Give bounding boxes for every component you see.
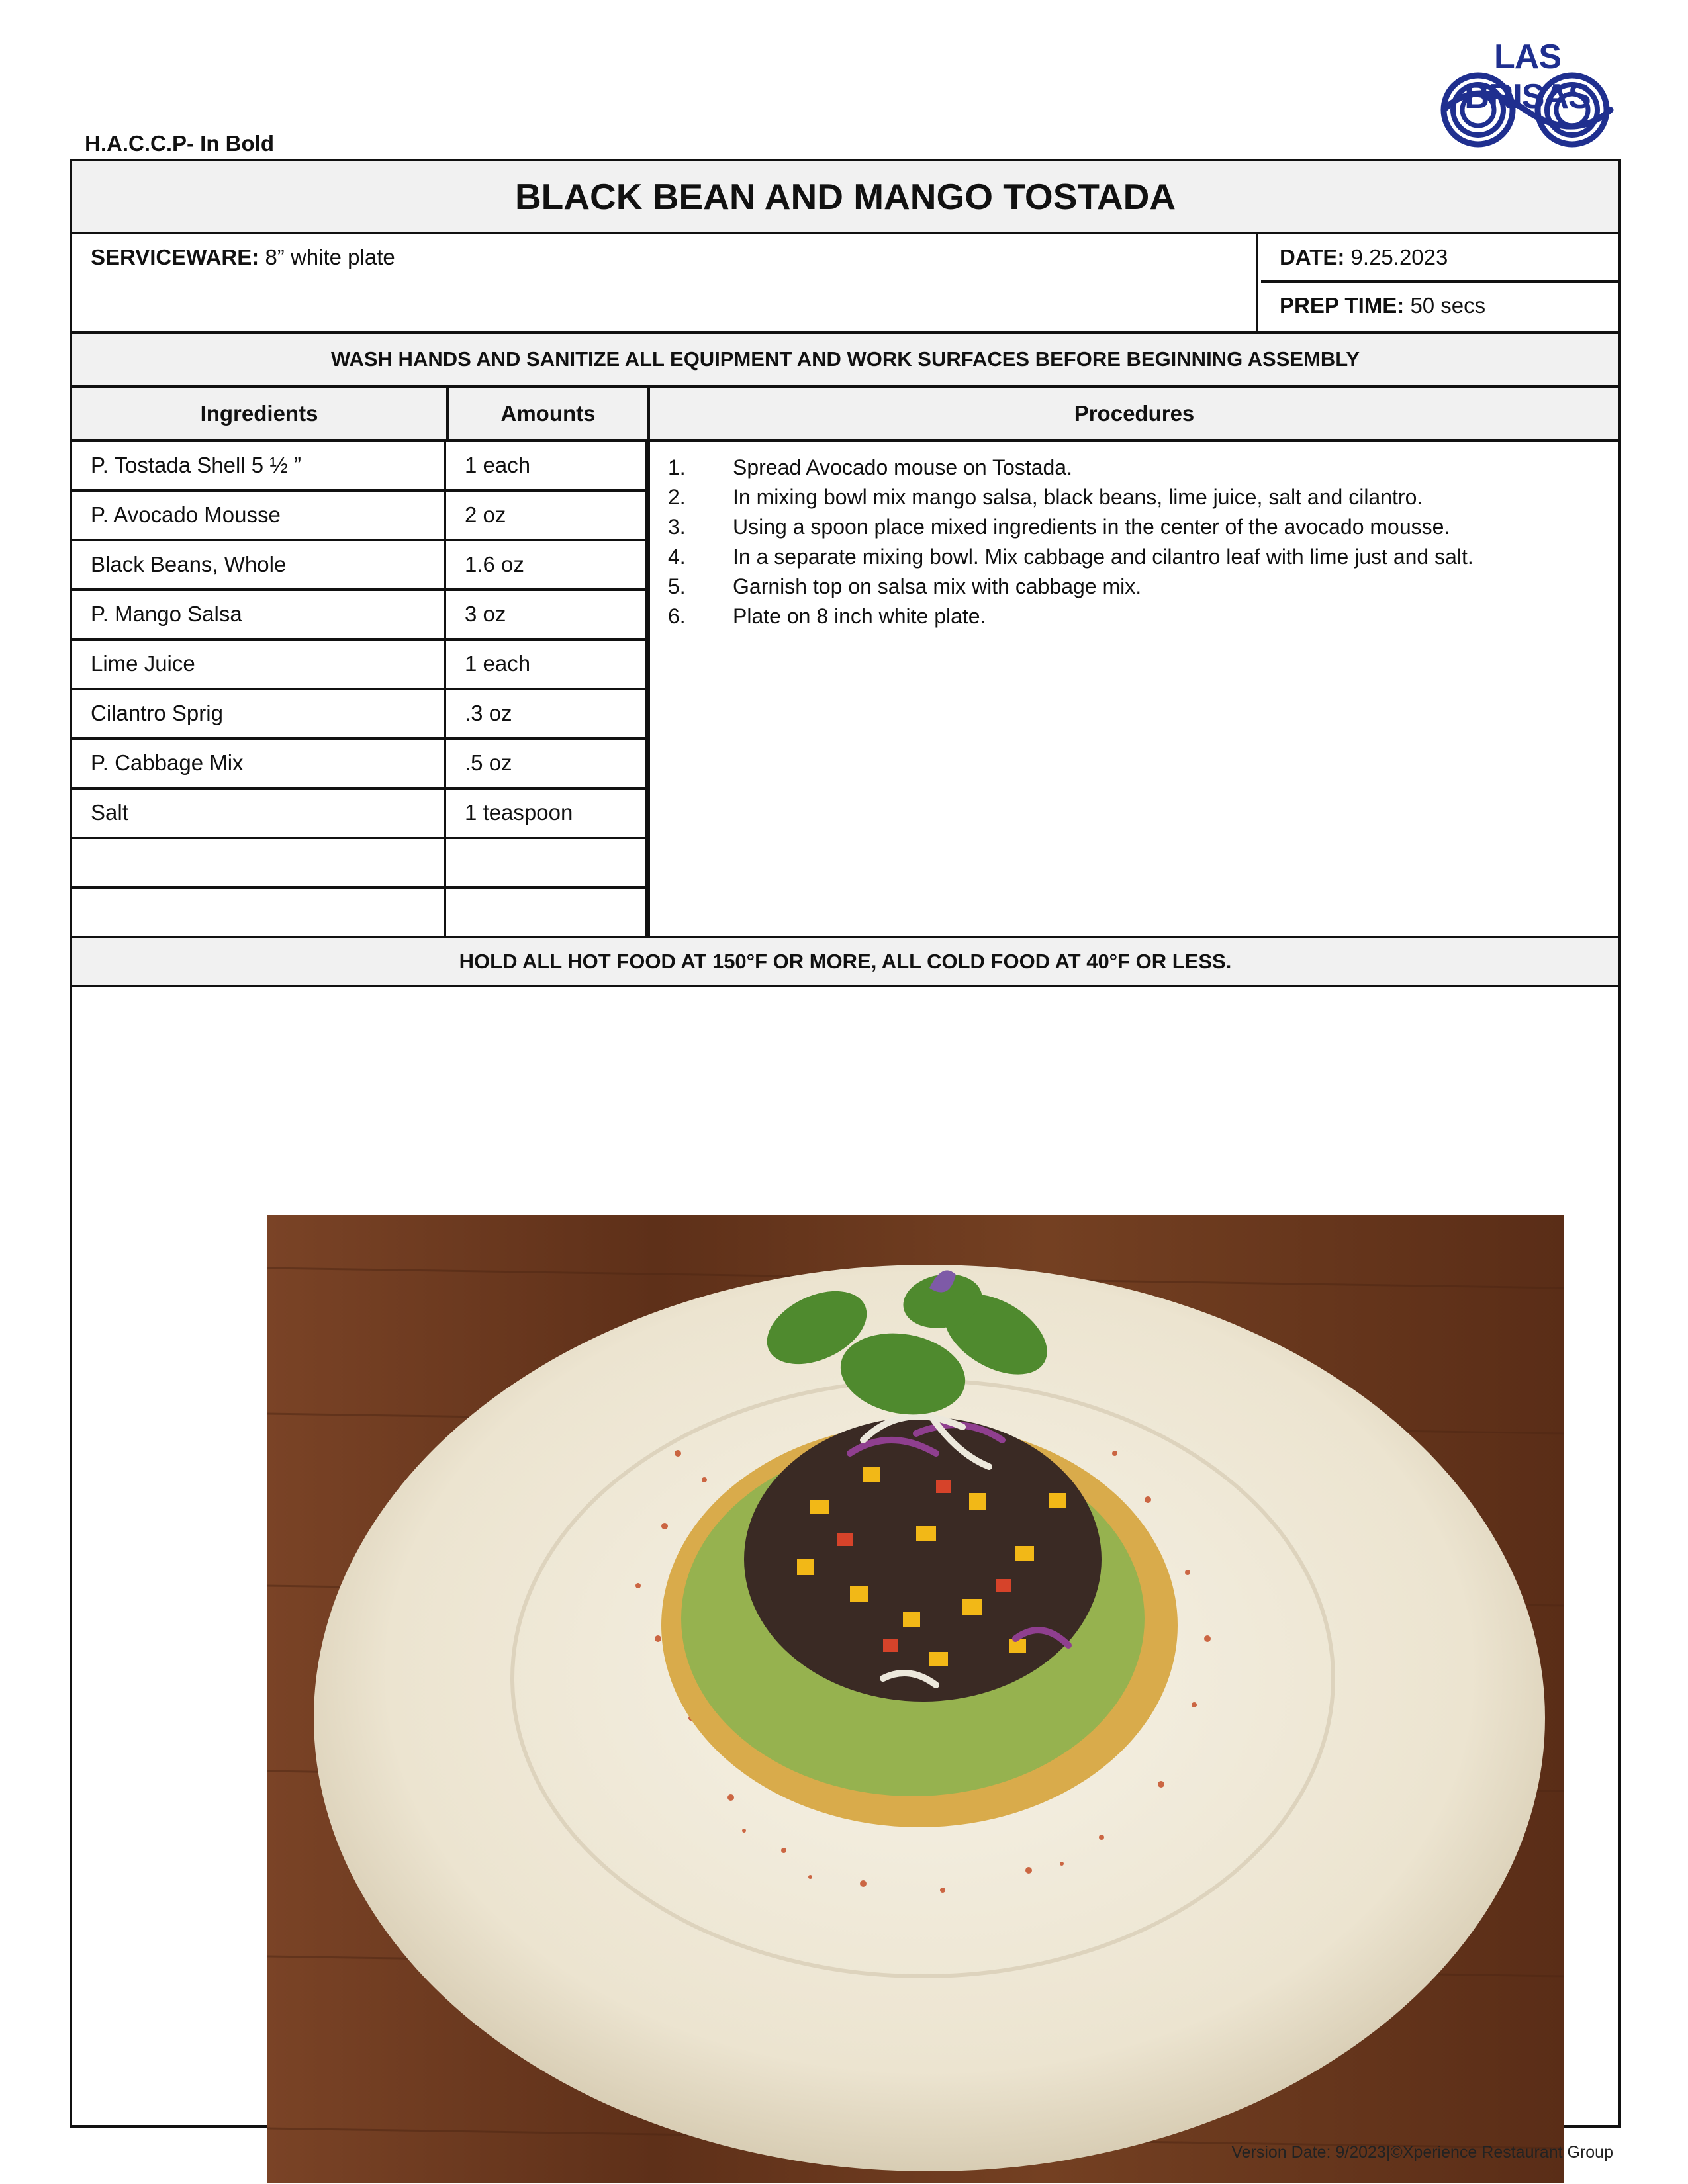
procedure-step-text: Plate on 8 inch white plate. (733, 604, 986, 628)
procedure-step-number: 2. (668, 485, 686, 509)
recipe-info-row (72, 234, 1618, 334)
ingredient-amount (446, 889, 647, 938)
procedure-step-number: 6. (668, 604, 686, 628)
procedure-step-text: Using a spoon place mixed ingredients in the center of the avocado mousse. (733, 515, 1450, 539)
ingredient-name: P. Mango Salsa (72, 591, 446, 641)
date-value: 9.25.2023 (1350, 245, 1448, 269)
ingredient-name: Cilantro Sprig (72, 690, 446, 740)
ingredient-amount: 2 oz (446, 492, 647, 541)
ingredient-name: Black Beans, Whole (72, 541, 446, 591)
las-brisas-logo (1433, 37, 1622, 154)
procedure-step (668, 453, 1608, 482)
procedure-step (668, 572, 1608, 602)
dish-photo (267, 1215, 1564, 2183)
logo-text: LAS BRISAS (1464, 38, 1591, 116)
prep-time-cell (1261, 283, 1618, 331)
procedures-list (668, 453, 1608, 631)
ingredient-name: P. Avocado Mousse (72, 492, 446, 541)
ingredient-amount: 3 oz (446, 591, 647, 641)
procedure-step (668, 602, 1608, 631)
wash-notice: WASH HANDS AND SANITIZE ALL EQUIPMENT AND WORK SURFACES BEFORE BEGINNING ASSEMBLY (72, 334, 1618, 388)
amounts-header: Amounts (500, 401, 596, 426)
ingredient-amount: .5 oz (446, 740, 647, 790)
ingredient-name (72, 839, 446, 889)
ingredient-name: Salt (72, 790, 446, 839)
procedures-header: Procedures (1074, 401, 1195, 426)
procedure-step (668, 482, 1608, 512)
footer-version: Version Date: 9/2023|©Xperience Restaurant Group (1231, 2143, 1613, 2161)
serviceware-value: 8” white plate (265, 245, 395, 269)
hold-notice: HOLD ALL HOT FOOD AT 150°F OR MORE, ALL COLD FOOD AT 40°F OR LESS. (72, 936, 1618, 987)
serviceware-label: SERVICEWARE: (91, 245, 259, 269)
ingredient-name (72, 889, 446, 938)
procedure-step-text: In a separate mixing bowl. Mix cabbage and cilantro leaf with lime just and salt. (733, 545, 1474, 569)
recipe-title: BLACK BEAN AND MANGO TOSTADA (72, 161, 1618, 234)
ingredient-name: P. Tostada Shell 5 ½ ” (72, 442, 446, 492)
ingredient-amount: .3 oz (446, 690, 647, 740)
ingredient-amount: 1.6 oz (446, 541, 647, 591)
column-headers (72, 388, 1618, 442)
procedure-step-text: Garnish top on salsa mix with cabbage mix. (733, 574, 1142, 598)
wave-icon (1437, 70, 1617, 150)
procedure-step-text: In mixing bowl mix mango salsa, black beans, lime juice, salt and cilantro. (733, 485, 1423, 509)
procedure-step-text: Spread Avocado mouse on Tostada. (733, 455, 1072, 479)
procedure-step-number: 1. (668, 455, 686, 479)
date-label: DATE: (1280, 245, 1345, 269)
procedure-step-number: 3. (668, 515, 686, 539)
ingredient-name: Lime Juice (72, 641, 446, 690)
procedure-step (668, 512, 1608, 542)
ingredient-amount: 1 teaspoon (446, 790, 647, 839)
recipe-card (70, 159, 1621, 2128)
prep-time-label: PREP TIME: (1280, 293, 1405, 318)
ingredient-amount: 1 each (446, 641, 647, 690)
haccp-note: H.A.C.C.P- In Bold (85, 131, 274, 156)
prep-time-value: 50 secs (1410, 293, 1486, 318)
ingredient-name: P. Cabbage Mix (72, 740, 446, 790)
date-cell (1261, 234, 1618, 283)
procedure-step-number: 5. (668, 574, 686, 598)
serviceware-cell (72, 234, 1258, 331)
ingredient-amount: 1 each (446, 442, 647, 492)
procedure-step-number: 4. (668, 545, 686, 569)
ingredient-amount (446, 839, 647, 889)
procedure-step (668, 542, 1608, 572)
ingredients-header: Ingredients (200, 401, 318, 426)
